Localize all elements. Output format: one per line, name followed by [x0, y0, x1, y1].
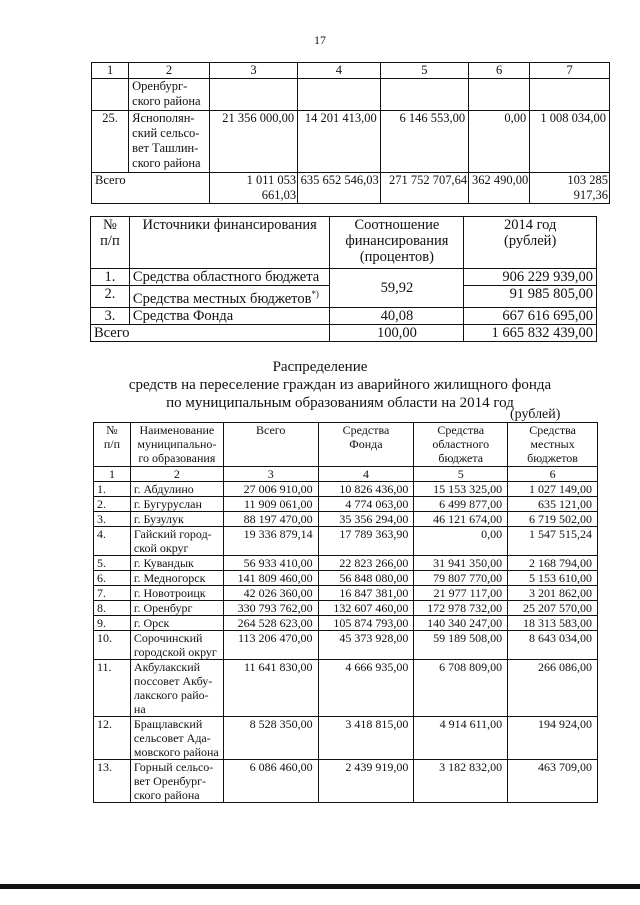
- municipality-name: г. Бугуруслан: [130, 497, 223, 512]
- amount: 25 207 570,00: [508, 601, 598, 616]
- amount: 0,00: [469, 111, 530, 173]
- column-header: Средства местных бюджетов: [508, 423, 598, 467]
- table-row: [92, 79, 610, 111]
- total-ratio: 100,00: [330, 324, 464, 341]
- amount: 17 789 363,90: [318, 527, 414, 556]
- column-header: Средства областного бюджета: [414, 423, 508, 467]
- total-amount: 1 665 832 439,00: [464, 324, 597, 341]
- amount: 15 153 325,00: [414, 482, 508, 497]
- municipality-name: г. Новотроицк: [130, 586, 223, 601]
- column-header: № п/п: [94, 423, 131, 467]
- amount: 194 924,00: [508, 717, 598, 760]
- amount: 11 909 061,00: [223, 497, 318, 512]
- ratio: 40,08: [330, 307, 464, 324]
- municipality-name: Сорочинский городской округ: [130, 631, 223, 660]
- amount: 91 985 805,00: [464, 286, 597, 308]
- municipality-name: Оренбург- ского района: [129, 79, 210, 111]
- row-num: 12.: [94, 717, 131, 760]
- table-cell: [129, 173, 210, 204]
- table-row: [94, 601, 598, 616]
- row-num: 6.: [94, 571, 131, 586]
- amount: 14 201 413,00: [298, 111, 381, 173]
- column-number: 5: [414, 467, 508, 482]
- amount: 21 356 000,00: [209, 111, 297, 173]
- amount: 2 168 794,00: [508, 556, 598, 571]
- row-num: 3.: [94, 512, 131, 527]
- column-number: 2: [130, 467, 223, 482]
- table-row: [91, 307, 597, 324]
- total-amount: 271 752 707,64: [380, 173, 468, 204]
- amount: 27 006 910,00: [223, 482, 318, 497]
- amount: 5 153 610,00: [508, 571, 598, 586]
- municipality-name: Бращлавский сельсовет Ада- мовского района: [130, 717, 223, 760]
- column-number: 3: [223, 467, 318, 482]
- row-num: 1.: [91, 269, 130, 286]
- title-line: по муниципальным образованиям области на 2014 год: [166, 395, 514, 411]
- table-row: [94, 631, 598, 660]
- table-row: [94, 586, 598, 601]
- amount: 4 666 935,00: [318, 660, 414, 717]
- row-num: 1.: [94, 482, 131, 497]
- amount: 59 189 508,00: [414, 631, 508, 660]
- column-header: Средства Фонда: [318, 423, 414, 467]
- amount: 140 340 247,00: [414, 616, 508, 631]
- table-row: [94, 556, 598, 571]
- municipality-name: г. Кувандык: [130, 556, 223, 571]
- column-header: Всего: [223, 423, 318, 467]
- row-num: 9.: [94, 616, 131, 631]
- amount: 35 356 294,00: [318, 512, 414, 527]
- amount: 21 977 117,00: [414, 586, 508, 601]
- page-number: 17: [314, 33, 326, 47]
- amount: 113 206 470,00: [223, 631, 318, 660]
- title-line: средств на переселение граждан из аварийного жилищного фонда: [128, 377, 552, 393]
- amount: 1 008 034,00: [530, 111, 610, 173]
- amount: 667 616 695,00: [464, 307, 597, 324]
- amount: 330 793 762,00: [223, 601, 318, 616]
- total-amount: 635 652 546,03: [298, 173, 381, 204]
- amount: 8 643 034,00: [508, 631, 598, 660]
- row-num: 13.: [94, 760, 131, 803]
- municipality-name: Яснополян- ский сельсо- вет Ташлин- ского района: [129, 111, 210, 173]
- row-num: 11.: [94, 660, 131, 717]
- table-row: [94, 660, 598, 717]
- row-num: 4.: [94, 527, 131, 556]
- municipality-name: г. Оренбург: [130, 601, 223, 616]
- municipality-name: г. Абдулино: [130, 482, 223, 497]
- amount: 132 607 460,00: [318, 601, 414, 616]
- header-sources: Источники финансирования: [129, 217, 330, 269]
- row-num: 8.: [94, 601, 131, 616]
- column-header: Наименование муниципально- го образования: [130, 423, 223, 467]
- amount: 22 823 266,00: [318, 556, 414, 571]
- amount: 79 807 770,00: [414, 571, 508, 586]
- column-number: 5: [380, 63, 468, 79]
- row-num: 3.: [91, 307, 130, 324]
- amount: 88 197 470,00: [223, 512, 318, 527]
- financing-sources-table: [90, 216, 597, 342]
- table-row: [94, 571, 598, 586]
- amount: 42 026 360,00: [223, 586, 318, 601]
- amount: 105 874 793,00: [318, 616, 414, 631]
- amount: 6 719 502,00: [508, 512, 598, 527]
- amount: 31 941 350,00: [414, 556, 508, 571]
- amount: 6 708 809,00: [414, 660, 508, 717]
- column-number: 3: [209, 63, 297, 79]
- column-number: 2: [129, 63, 210, 79]
- column-number: 4: [318, 467, 414, 482]
- column-number: 7: [530, 63, 610, 79]
- column-number: 6: [508, 467, 598, 482]
- table-row: [94, 760, 598, 803]
- table-row: [94, 497, 598, 512]
- title-line: Распределение: [272, 359, 368, 375]
- column-number: 6: [469, 63, 530, 79]
- amount: 3 182 832,00: [414, 760, 508, 803]
- section-title: [0, 358, 640, 412]
- total-row: [91, 324, 597, 341]
- row-num: 10.: [94, 631, 131, 660]
- row-num: 7.: [94, 586, 131, 601]
- amount: 906 229 939,00: [464, 269, 597, 286]
- total-amount: 1 011 053 661,03: [209, 173, 297, 204]
- amount: 266 086,00: [508, 660, 598, 717]
- table-row: [94, 616, 598, 631]
- municipality-name: г. Бузулук: [130, 512, 223, 527]
- amount: 4 914 611,00: [414, 717, 508, 760]
- amount: 463 709,00: [508, 760, 598, 803]
- amount: 56 933 410,00: [223, 556, 318, 571]
- municipality-name: Горный сельсо- вет Оренбург- ского района: [130, 760, 223, 803]
- amount: 264 528 623,00: [223, 616, 318, 631]
- row-num: 5.: [94, 556, 131, 571]
- source-name: Средства местных бюджетов*): [129, 286, 330, 308]
- amount: 46 121 674,00: [414, 512, 508, 527]
- total-amount: 103 285 917,36: [530, 173, 610, 204]
- header-ratio: Соотношение финансирования (процентов): [330, 217, 464, 269]
- row-num: 2.: [91, 286, 130, 308]
- column-number: 1: [92, 63, 129, 79]
- table-row: [94, 717, 598, 760]
- units-label: (рублей): [510, 407, 561, 422]
- amount: 16 847 381,00: [318, 586, 414, 601]
- amount: 141 809 460,00: [223, 571, 318, 586]
- total-label: Всего: [91, 324, 330, 341]
- municipality-name: Гайский город- ской округ: [130, 527, 223, 556]
- amount: 6 499 877,00: [414, 497, 508, 512]
- table-row: [94, 482, 598, 497]
- column-number: 4: [298, 63, 381, 79]
- amount: 3 201 862,00: [508, 586, 598, 601]
- header-num: № п/п: [91, 217, 130, 269]
- table-row: [94, 527, 598, 556]
- amount: 6 086 460,00: [223, 760, 318, 803]
- amount: 1 027 149,00: [508, 482, 598, 497]
- amount: 172 978 732,00: [414, 601, 508, 616]
- table-row: [91, 269, 597, 286]
- page-bottom-border: [0, 884, 640, 889]
- municipality-name: г. Орск: [130, 616, 223, 631]
- row-num: 25.: [92, 111, 129, 173]
- continuation-table: [91, 62, 610, 204]
- amount: 10 826 436,00: [318, 482, 414, 497]
- merged-ratio: 59,92: [330, 269, 464, 308]
- total-amount: 362 490,00: [469, 173, 530, 204]
- total-label: Всего: [92, 173, 129, 204]
- municipality-name: Акбулакский поссовет Акбу- лакского райо- на: [130, 660, 223, 717]
- row-num: 2.: [94, 497, 131, 512]
- distribution-table: [93, 422, 598, 803]
- amount: 1 547 515,24: [508, 527, 598, 556]
- municipality-name: г. Медногорск: [130, 571, 223, 586]
- amount: 3 418 815,00: [318, 717, 414, 760]
- source-name: Средства областного бюджета: [129, 269, 330, 286]
- total-row: [92, 173, 610, 204]
- header-year: 2014 год (рублей): [464, 217, 597, 269]
- column-number: 1: [94, 467, 131, 482]
- table-row: [94, 512, 598, 527]
- amount: 6 146 553,00: [380, 111, 468, 173]
- amount: 2 439 919,00: [318, 760, 414, 803]
- amount: 18 313 583,00: [508, 616, 598, 631]
- amount: 45 373 928,00: [318, 631, 414, 660]
- amount: 8 528 350,00: [223, 717, 318, 760]
- amount: 11 641 830,00: [223, 660, 318, 717]
- amount: 19 336 879,14: [223, 527, 318, 556]
- table-row: [92, 111, 610, 173]
- amount: 4 774 063,00: [318, 497, 414, 512]
- source-name: Средства Фонда: [129, 307, 330, 324]
- amount: 635 121,00: [508, 497, 598, 512]
- amount: 56 848 080,00: [318, 571, 414, 586]
- amount: 0,00: [414, 527, 508, 556]
